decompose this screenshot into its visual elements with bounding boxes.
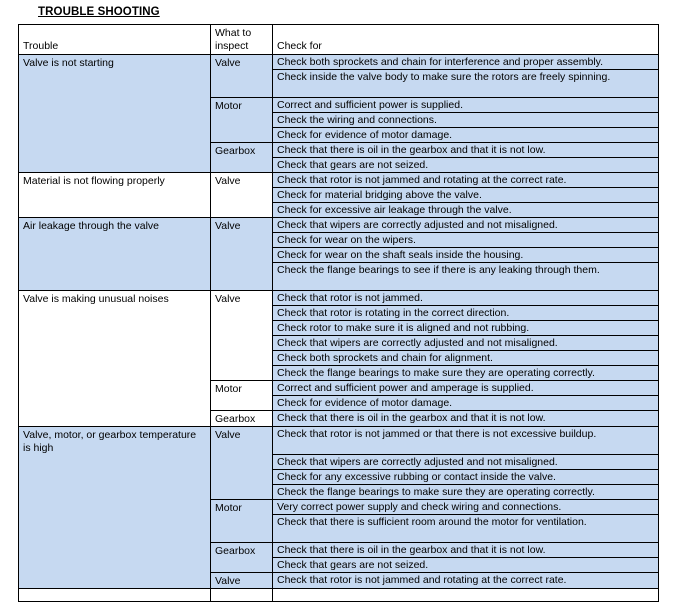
header-trouble: Trouble (19, 25, 211, 55)
inspect-cell: Motor (211, 98, 273, 143)
inspect-cell: Valve (211, 427, 273, 500)
check-cell: Check that rotor is not jammed and rotating at the correct rate. (273, 573, 659, 589)
table-row (19, 291, 659, 306)
inspect-cell: Gearbox (211, 411, 273, 427)
inspect-cell: Valve (211, 573, 273, 589)
inspect-cell: Gearbox (211, 143, 273, 173)
check-cell: Check that there is sufficient room around the motor for ventilation. (273, 515, 659, 543)
check-cell: Check that there is oil in the gearbox and that it is not low. (273, 543, 659, 558)
page-title: TROUBLE SHOOTING (38, 6, 160, 18)
check-cell: Check for evidence of motor damage. (273, 128, 659, 143)
table-row (19, 427, 659, 455)
empty-cell (273, 589, 659, 602)
inspect-cell: Valve (211, 291, 273, 381)
check-cell: Correct and sufficient power is supplied. (273, 98, 659, 113)
header-what-to-inspect: What to inspect (211, 25, 273, 55)
check-cell: Check that rotor is not jammed. (273, 291, 659, 306)
empty-row (19, 589, 659, 602)
check-cell: Check the flange bearings to make sure they are operating correctly. (273, 366, 659, 381)
check-cell: Check that rotor is not jammed or that there is not excessive buildup. (273, 427, 659, 455)
check-cell: Check that wipers are correctly adjusted and not misaligned. (273, 336, 659, 351)
check-cell: Check for wear on the shaft seals inside the housing. (273, 248, 659, 263)
check-cell: Check that rotor is rotating in the correct direction. (273, 306, 659, 321)
trouble-cell: Valve is not starting (19, 55, 211, 173)
check-cell: Check for wear on the wipers. (273, 233, 659, 248)
check-cell: Check that wipers are correctly adjusted and not misaligned. (273, 218, 659, 233)
check-cell: Correct and sufficient power and amperage is supplied. (273, 381, 659, 396)
empty-cell (211, 589, 273, 602)
inspect-cell: Valve (211, 55, 273, 98)
inspect-cell: Gearbox (211, 543, 273, 573)
check-cell: Very correct power supply and check wiring and connections. (273, 500, 659, 515)
table-row (19, 218, 659, 233)
check-cell: Check for material bridging above the valve. (273, 188, 659, 203)
table-body (19, 55, 659, 602)
check-cell: Check the flange bearings to make sure they are operating correctly. (273, 485, 659, 500)
empty-cell (19, 589, 211, 602)
table-row (19, 55, 659, 70)
check-cell: Check rotor to make sure it is aligned and not rubbing. (273, 321, 659, 336)
check-cell: Check for excessive air leakage through the valve. (273, 203, 659, 218)
check-cell: Check for evidence of motor damage. (273, 396, 659, 411)
trouble-cell: Air leakage through the valve (19, 218, 211, 291)
inspect-cell: Valve (211, 218, 273, 291)
check-cell: Check that there is oil in the gearbox and that it is not low. (273, 411, 659, 427)
check-cell: Check inside the valve body to make sure the rotors are freely spinning. (273, 70, 659, 98)
table-row (19, 173, 659, 188)
check-cell: Check that gears are not seized. (273, 158, 659, 173)
inspect-cell: Motor (211, 500, 273, 543)
check-cell: Check the flange bearings to see if there is any leaking through them. (273, 263, 659, 291)
inspect-cell: Motor (211, 381, 273, 411)
trouble-cell: Material is not flowing properly (19, 173, 211, 218)
check-cell: Check both sprockets and chain for alignment. (273, 351, 659, 366)
check-cell: Check that rotor is not jammed and rotating at the correct rate. (273, 173, 659, 188)
table-header (19, 25, 659, 55)
check-cell: Check both sprockets and chain for interference and proper assembly. (273, 55, 659, 70)
check-cell: Check that there is oil in the gearbox and that it is not low. (273, 143, 659, 158)
troubleshooting-table (18, 24, 659, 602)
inspect-cell: Valve (211, 173, 273, 218)
check-cell: Check that wipers are correctly adjusted and not misaligned. (273, 455, 659, 470)
check-cell: Check the wiring and connections. (273, 113, 659, 128)
trouble-cell: Valve, motor, or gearbox temperature is high (19, 427, 211, 589)
trouble-cell: Valve is making unusual noises (19, 291, 211, 427)
check-cell: Check for any excessive rubbing or contact inside the valve. (273, 470, 659, 485)
header-check-for: Check for (273, 25, 659, 55)
check-cell: Check that gears are not seized. (273, 558, 659, 573)
